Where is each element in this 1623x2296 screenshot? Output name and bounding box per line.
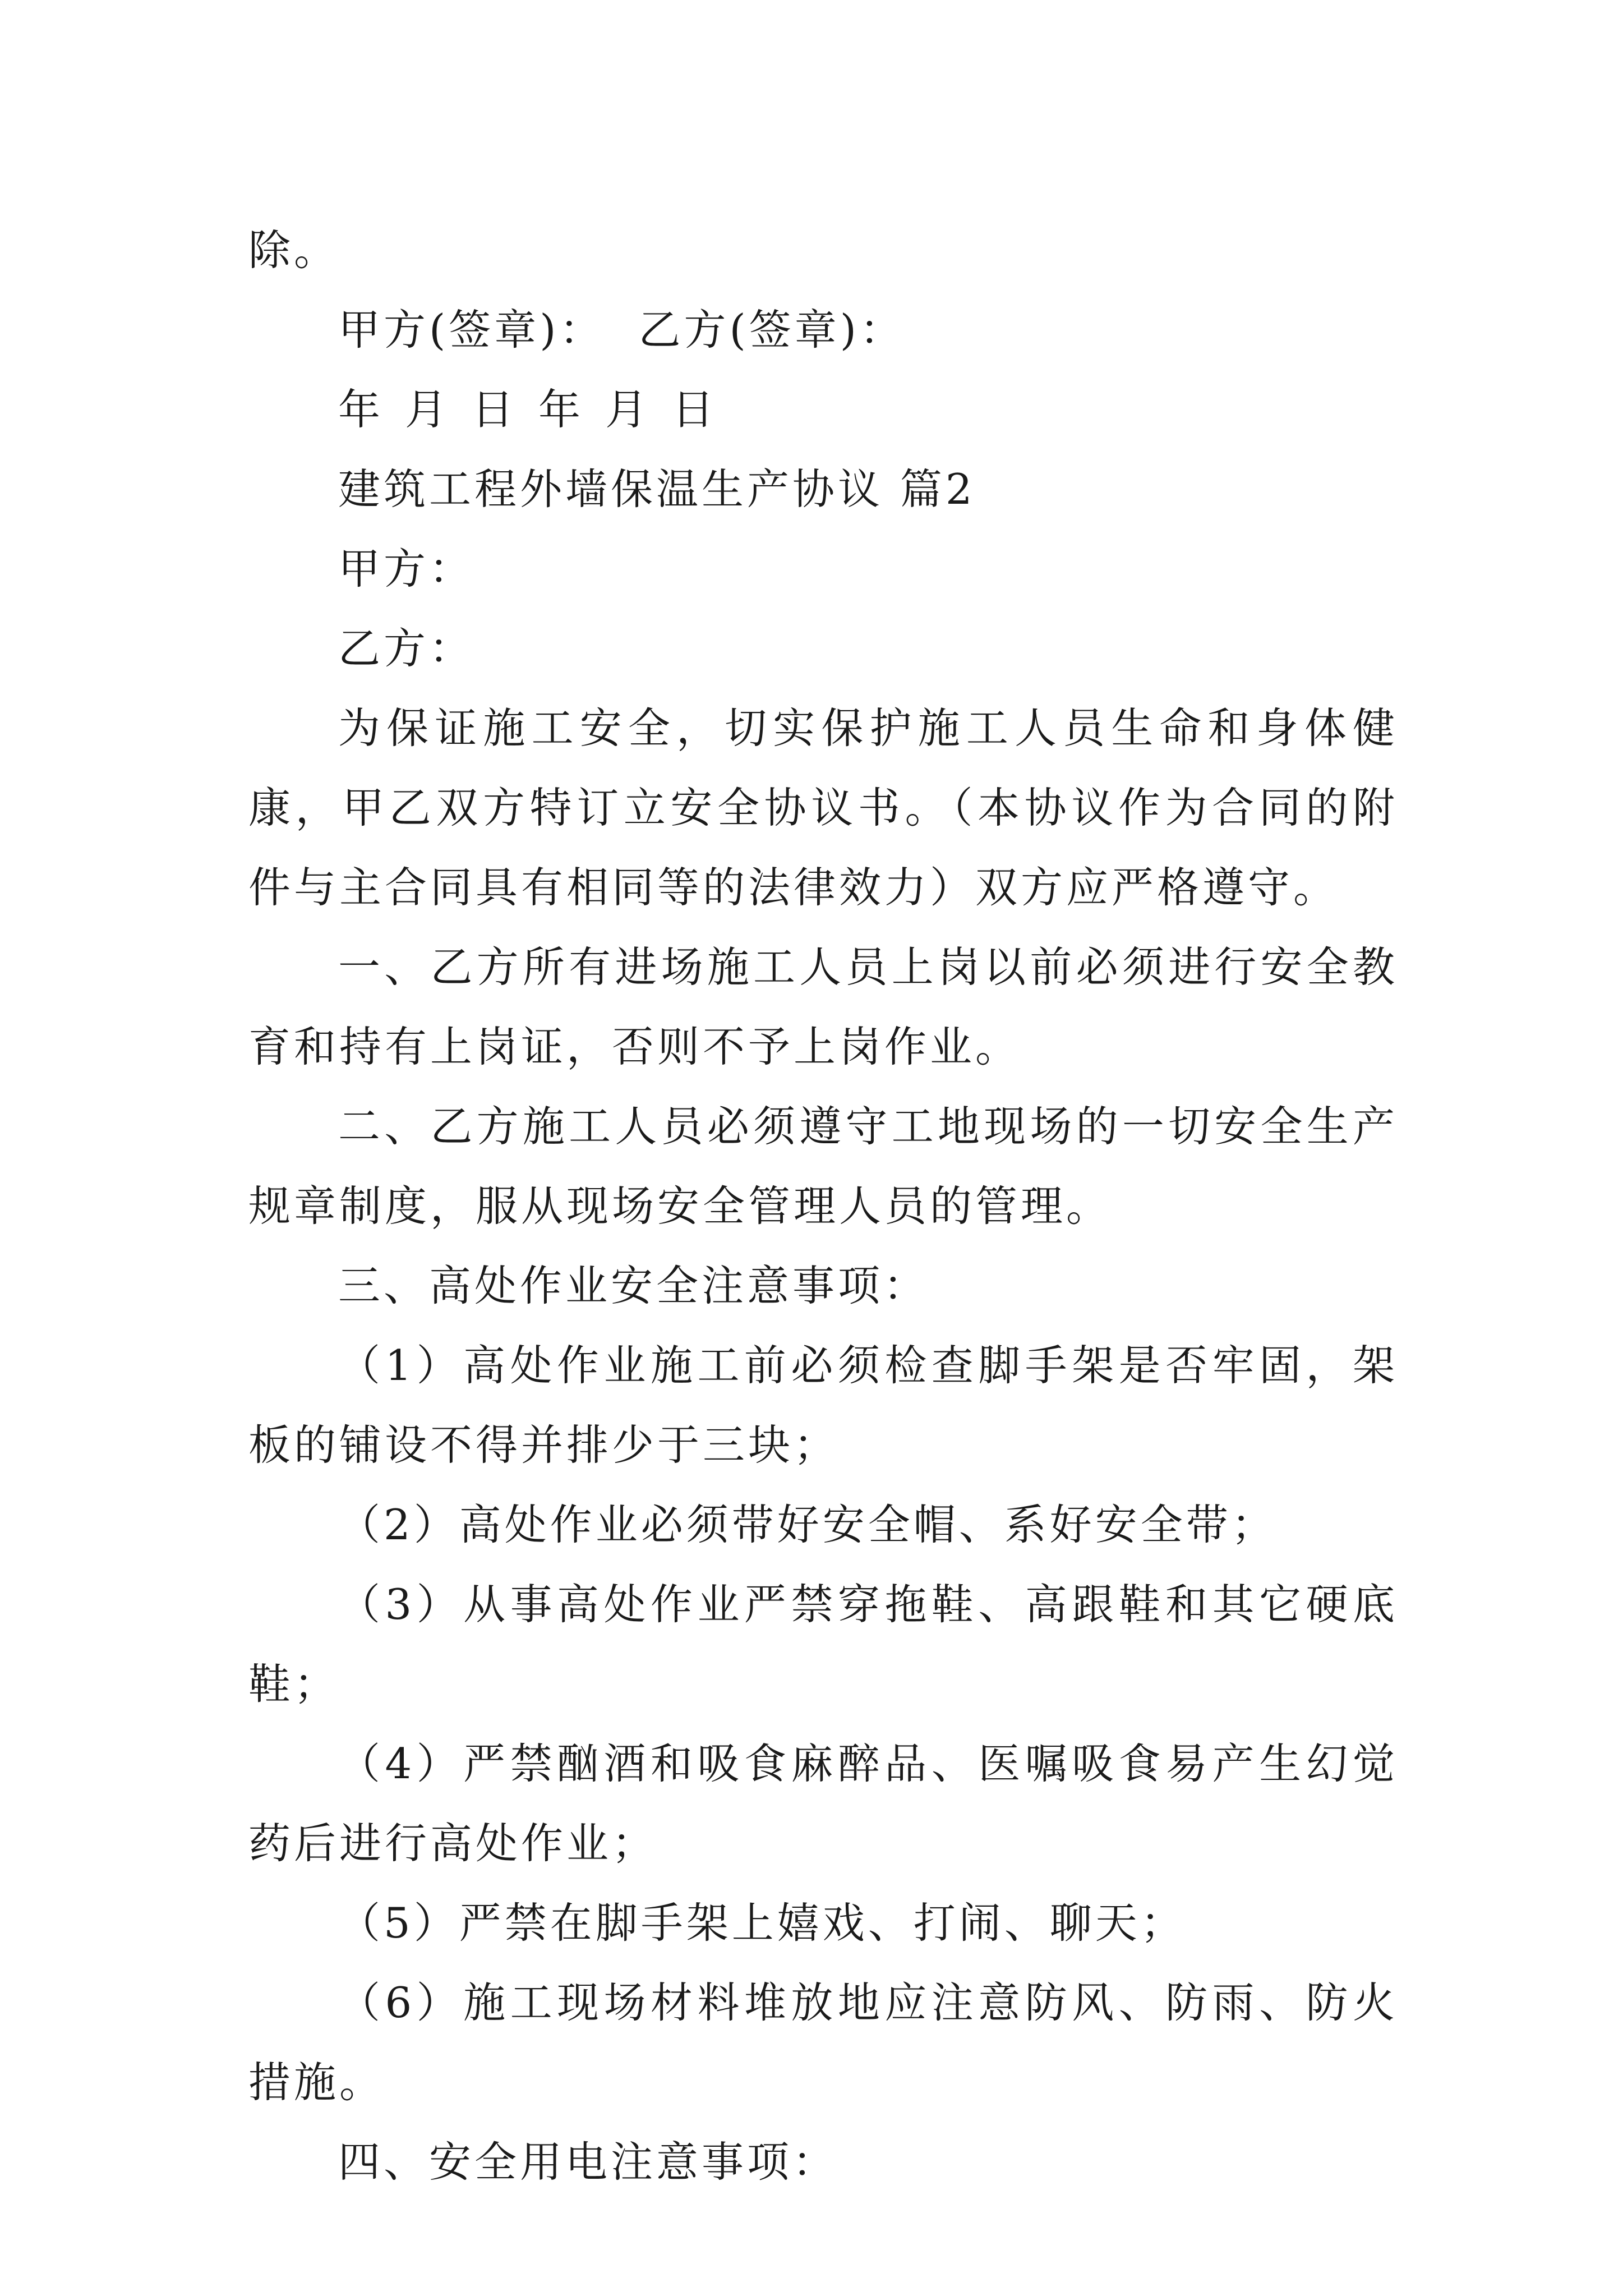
clause-3-item-5: （5）严禁在脚手架上嬉戏、打闹、聊天；	[338, 1898, 1186, 1948]
clause-3-item-1: （1）高处作业施工前必须检查脚手架是否牢固，架板的铺设不得并排少于三块；	[248, 1341, 1398, 1470]
date-day-b: 日	[672, 385, 718, 434]
party-a-label: 甲方：	[338, 544, 475, 593]
document-body	[248, 210, 1398, 2202]
clause-1: 一、乙方所有进场施工人员上岗以前必须进行安全教育和持有上岗证，否则不予上岗作业。	[248, 942, 1398, 1071]
clause-3-item-4: （4）严禁酗酒和吸食麻醉品、医嘱吸食易产生幻觉药后进行高处作业；	[248, 1739, 1398, 1868]
clause-4: 四、安全用电注意事项：	[338, 2137, 838, 2187]
clause-3-item-3: （3）从事高处作业严禁穿拖鞋、高跟鞋和其它硬底鞋；	[248, 1580, 1398, 1709]
section-title: 建筑工程外墙保温生产协议 篇2	[338, 464, 976, 514]
continued-text: 除。	[248, 226, 340, 275]
party-b-label: 乙方：	[338, 624, 475, 673]
clause-3-item-6: （6）施工现场材料堆放地应注意防风、防雨、防火措施。	[248, 1978, 1398, 2107]
date-year-a: 年	[338, 385, 384, 434]
date-day-a: 日	[472, 385, 518, 434]
party-a-signature-label: 甲方(签章)：	[338, 305, 605, 355]
date-month-a: 月	[405, 385, 451, 434]
intro-paragraph: 为保证施工安全，切实保护施工人员生命和身体健康，甲乙双方特订立安全协议书。（本协议作为合同的附件与主合同具有相同等的法律效力）双方应严格遵守。	[248, 703, 1398, 912]
clause-3-item-2: （2）高处作业必须带好安全帽、系好安全带；	[338, 1500, 1277, 1549]
signature-line	[248, 290, 1398, 370]
date-month-b: 月	[605, 385, 651, 434]
clause-3: 三、高处作业安全注意事项：	[338, 1261, 929, 1310]
clause-2: 二、乙方施工人员必须遵守工地现场的一切安全生产规章制度，服从现场安全管理人员的管理。	[248, 1102, 1398, 1231]
party-b-signature-label: 乙方(签章)：	[638, 305, 906, 355]
date-line	[248, 370, 1398, 449]
date-year-b: 年	[538, 385, 584, 434]
